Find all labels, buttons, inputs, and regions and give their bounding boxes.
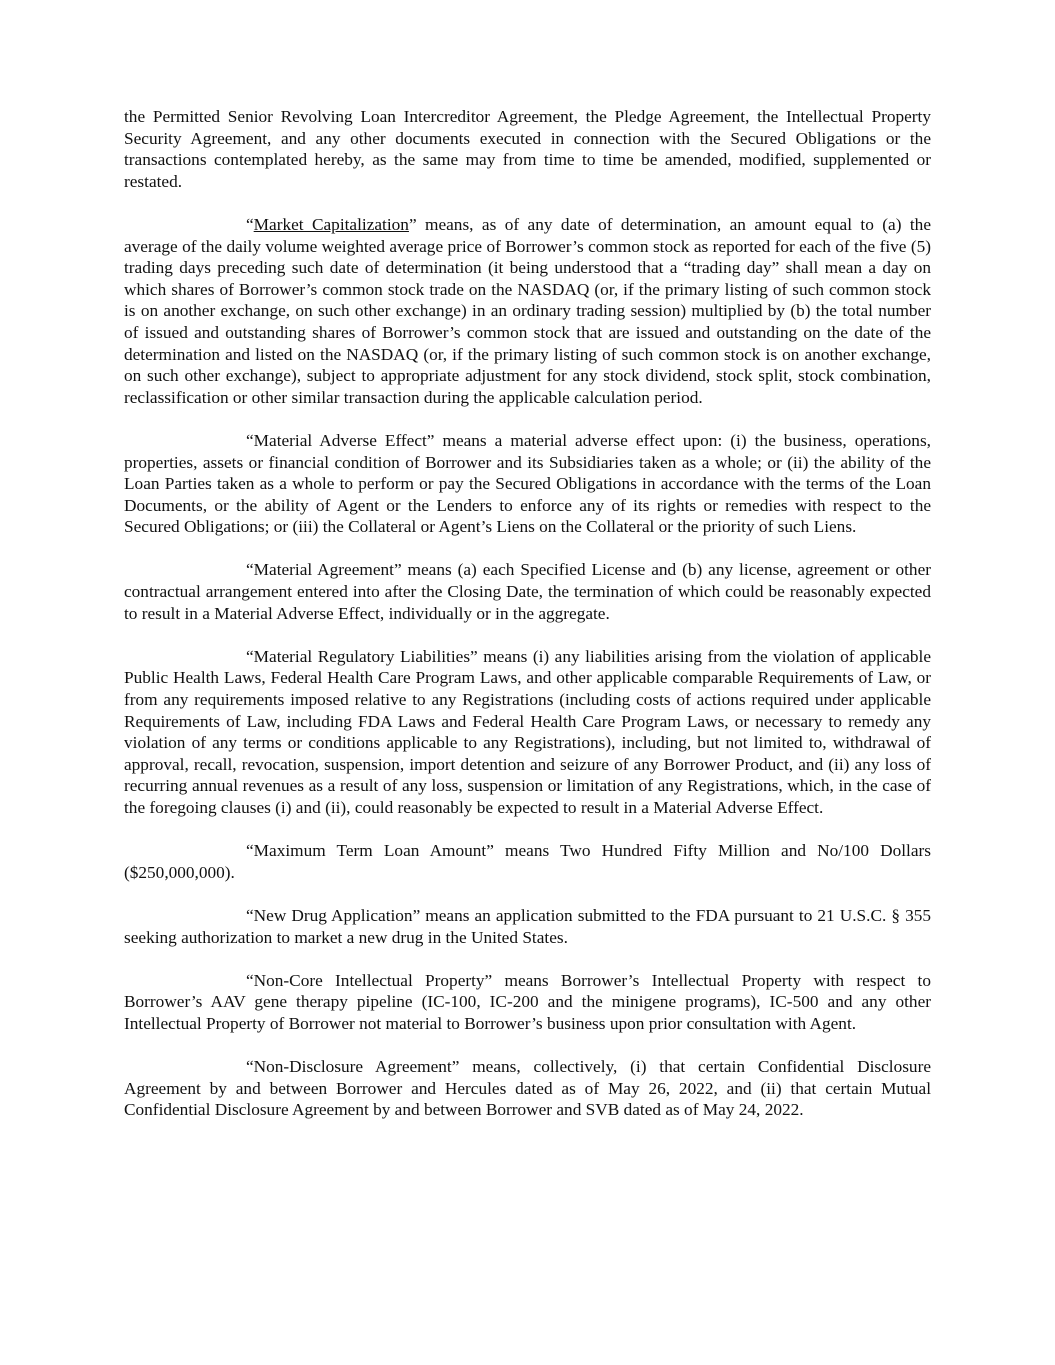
paragraph-material-agreement: “Material Agreement” means (a) each Specified License and (b) any license, agreement or other contractual arrangement entered into after the Closing Date, the termination of which could be reasonably expected to result in a Material Adverse Effect, individually or in the aggregate.: [124, 560, 931, 623]
open-quote: “: [246, 214, 254, 234]
defined-term-market-capitalization: Market Capitalization: [253, 214, 409, 234]
paragraph-non-disclosure-agreement: “Non-Disclosure Agreement” means, collectively, (i) that certain Confidential Disclosure Agreement by and between Borrower and Hercules dated as of May 26, 2022, and (ii) that certain Mutual Confidential Disclosure Agreement by and between Borrower and SVB dated as of May 24, 2022.: [124, 1057, 931, 1120]
paragraph-market-capitalization: [124, 214, 931, 408]
paragraph-maximum-term-loan-amount: “Maximum Term Loan Amount” means Two Hundred Fifty Million and No/100 Dollars ($250,000,000).: [124, 841, 931, 882]
paragraph-material-regulatory-liabilities: “Material Regulatory Liabilities” means (i) any liabilities arising from the violation of applicable Public Health Laws, Federal Health Care Program Laws, and other applicable comparable Requirements of Law, or from any requirements imposed relative to any Registrations (including costs of actions required under applicable Requirements of Law, including FDA Laws and Federal Health Care Program Laws, or necessary to remedy any violation of any terms or conditions applicable to any Registrations), including, but not limited to, withdrawal of approval, recall, revocation, suspension, import detention and seizure of any Borrower Product, and (ii) any loss of recurring annual revenues as a result of any loss, suspension or limitation of any Registrations, which, in the case of the foregoing clauses (i) and (ii), could reasonably be expected to result in a Material Adverse Effect.: [124, 646, 931, 817]
paragraph-non-core-intellectual-property: “Non-Core Intellectual Property” means Borrower’s Intellectual Property with respect to Borrower’s AAV gene therapy pipeline (IC-100, IC-200 and the minigene programs), IC-500 and any other Intellectual Property of Borrower not material to Borrower’s business upon prior consultation with Agent.: [124, 970, 931, 1033]
paragraph-material-adverse-effect: “Material Adverse Effect” means a material adverse effect upon: (i) the business, operations, properties, assets or financial condition of Borrower and its Subsidiaries taken as a whole; or (ii) the ability of the Loan Parties taken as a whole to perform or pay the Secured Obligations in accordance with the terms of the Loan Documents, or the ability of Agent or the Lenders to enforce any of its rights or remedies with respect to the Secured Obligations; or (iii) the Collateral or Agent’s Liens on the Collateral or the priority of such Liens.: [124, 430, 931, 537]
paragraph-new-drug-application: “New Drug Application” means an application submitted to the FDA pursuant to 21 U.S.C. § 355 seeking authorization to market a new drug in the United States.: [124, 905, 931, 947]
paragraph-loan-documents-continuation: the Permitted Senior Revolving Loan Intercreditor Agreement, the Pledge Agreement, the Intellectual Property Security Agreement, and any other documents executed in connection with the Secured Obligations or the transactions contemplated hereby, as the same may from time to time be amended, modified, supplemented or restated.: [124, 107, 931, 191]
document-page: [124, 106, 931, 1143]
definition-body: ” means, as of any date of determination, an amount equal to (a) the average of the daily volume weighted average price of Borrower’s common stock as reported for each of the five (5) trading days preceding such date of determination (it being understood that a “trading day” shall mean a day on which shares of Borrower’s common stock trade on the NASDAQ (or, if the primary listing of such common stock is on another exchange, on such other exchange) in an ordinary trading session) multiplied by (b) the total number of issued and outstanding shares of Borrower’s common stock that are issued and outstanding on the date of the determination and listed on the NASDAQ (or, if the primary listing of such common stock is on another exchange, on such other exchange), subject to appropriate adjustment for any stock dividend, stock split, stock combination, reclassification or other similar transaction during the applicable calculation period.: [124, 214, 931, 407]
